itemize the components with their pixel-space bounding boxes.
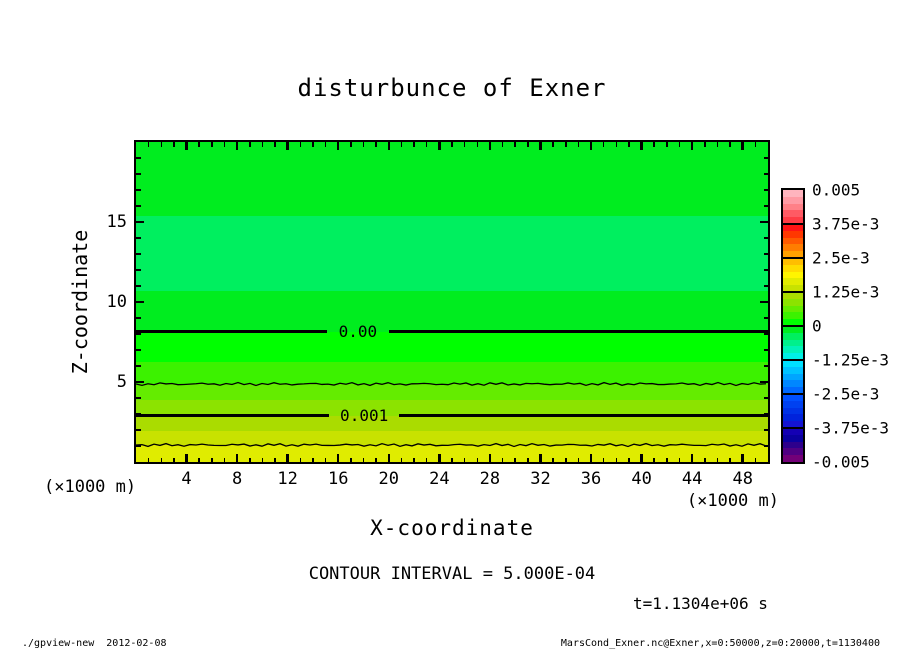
z-axis-tick	[764, 173, 769, 175]
x-axis-tick	[325, 458, 327, 463]
x-axis-tick	[211, 142, 213, 147]
x-axis-tick	[616, 142, 618, 147]
z-axis-tick	[764, 285, 769, 287]
x-axis-tick	[489, 454, 492, 462]
colorbar-step	[783, 455, 803, 462]
y-tick-label: 15	[106, 212, 127, 232]
x-axis-tick	[717, 458, 719, 463]
x-axis-tick	[249, 142, 251, 147]
x-tick-label: 16	[327, 469, 349, 489]
x-axis-tick	[426, 142, 428, 147]
x-axis-tick	[148, 458, 150, 463]
contour-label: 0.00	[338, 321, 378, 341]
colorbar-step	[783, 299, 803, 306]
x-axis-tick	[224, 458, 226, 463]
x-axis-tick	[185, 454, 188, 462]
x-axis-tick	[628, 142, 630, 147]
x-axis-tick	[198, 458, 200, 463]
x-axis-tick	[413, 142, 415, 147]
colorbar-step	[783, 435, 803, 442]
x-axis-unit-label: (×1000 m)	[686, 491, 779, 511]
colorbar-step	[783, 374, 803, 381]
z-axis-tick	[764, 253, 769, 255]
x-axis-tick	[741, 142, 744, 150]
x-axis-tick	[337, 142, 340, 150]
colorbar-segment	[783, 326, 803, 360]
z-axis-tick	[136, 237, 141, 239]
x-axis-tick	[628, 458, 630, 463]
colorbar-step	[783, 224, 803, 231]
z-axis-tick	[136, 333, 141, 335]
colorbar-step	[783, 346, 803, 353]
fill-band	[136, 291, 768, 332]
colorbar-step	[783, 340, 803, 347]
y-tick-label: 10	[106, 292, 127, 312]
colorbar-step	[783, 442, 803, 449]
x-axis-tick	[224, 142, 226, 147]
colorbar-segment	[783, 292, 803, 326]
x-axis-tick	[603, 458, 605, 463]
x-axis-tick	[741, 454, 744, 462]
x-axis-label: X-coordinate	[370, 516, 534, 540]
colorbar-divider	[783, 359, 803, 361]
x-axis-tick	[350, 142, 352, 147]
colorbar-step	[783, 414, 803, 421]
contour-line	[399, 414, 768, 417]
colorbar-step	[783, 278, 803, 285]
x-axis-tick	[249, 458, 251, 463]
x-axis-tick	[578, 142, 580, 147]
x-axis-tick	[653, 142, 655, 147]
z-axis-tick	[764, 349, 769, 351]
z-axis-tick	[136, 285, 141, 287]
colorbar-step	[783, 204, 803, 211]
x-axis-tick	[451, 458, 453, 463]
fill-band	[136, 332, 768, 362]
x-axis-tick	[552, 142, 554, 147]
plot-frame	[134, 140, 770, 464]
x-axis-tick	[337, 454, 340, 462]
colorbar-tick-label: 1.25e-3	[812, 282, 880, 302]
x-axis-tick	[527, 142, 529, 147]
colorbar-step	[783, 448, 803, 455]
x-tick-label: 12	[277, 469, 298, 489]
x-axis-tick	[388, 454, 391, 462]
z-axis-tick	[136, 157, 141, 159]
x-axis-tick	[363, 142, 365, 147]
y-axis-label: Z-coordinate	[68, 229, 92, 375]
z-axis-tick	[136, 349, 141, 351]
x-axis-tick	[578, 458, 580, 463]
x-axis-tick	[451, 142, 453, 147]
x-axis-tick	[236, 142, 239, 150]
z-axis-tick	[136, 413, 141, 415]
colorbar-step	[783, 312, 803, 319]
colorbar-divider	[783, 427, 803, 429]
x-tick-label: 40	[631, 469, 652, 489]
colorbar-divider	[783, 257, 803, 259]
x-axis-tick	[438, 454, 441, 462]
x-axis-tick	[527, 458, 529, 463]
colorbar-tick-label: -3.75e-3	[812, 418, 890, 438]
z-axis-tick	[764, 157, 769, 159]
x-axis-tick	[590, 142, 593, 150]
fill-band	[136, 216, 768, 290]
z-axis-tick	[136, 317, 141, 319]
colorbar-step	[783, 258, 803, 265]
contour-line	[136, 414, 329, 417]
z-axis-tick	[764, 205, 769, 207]
x-axis-tick	[666, 142, 668, 147]
colorbar-segment	[783, 360, 803, 394]
colorbar-segment	[783, 394, 803, 428]
x-tick-label: 36	[580, 469, 602, 489]
x-axis-tick	[438, 142, 441, 150]
colorbar-tick-label: -1.25e-3	[812, 350, 890, 370]
z-axis-tick	[764, 237, 769, 239]
z-axis-tick	[136, 445, 141, 447]
z-axis-tick	[764, 317, 769, 319]
x-axis-tick	[185, 142, 188, 150]
z-axis-tick	[136, 301, 144, 304]
x-axis-tick	[426, 458, 428, 463]
x-axis-tick	[262, 458, 264, 463]
z-axis-tick	[136, 253, 141, 255]
colorbar-segment	[783, 224, 803, 258]
x-axis-tick	[148, 142, 150, 147]
x-axis-tick	[211, 458, 213, 463]
x-axis-tick	[590, 454, 593, 462]
x-axis-tick	[755, 458, 757, 463]
colorbar-step	[783, 272, 803, 279]
z-axis-tick	[760, 301, 768, 304]
y-axis-unit-label: (×1000 m)	[44, 477, 137, 497]
x-axis-tick	[312, 458, 314, 463]
x-axis-tick	[401, 142, 403, 147]
z-axis-tick	[764, 397, 769, 399]
z-axis-tick	[764, 413, 769, 415]
colorbar-tick-label: 3.75e-3	[812, 214, 880, 234]
x-axis-tick	[640, 142, 643, 150]
x-axis-tick	[653, 458, 655, 463]
contour-interval-note: CONTOUR INTERVAL = 5.000E-04	[308, 564, 596, 584]
contour-line-thin	[136, 442, 768, 448]
x-axis-tick	[262, 142, 264, 147]
x-axis-tick	[679, 142, 681, 147]
x-axis-tick	[704, 458, 706, 463]
x-axis-tick	[640, 454, 643, 462]
x-axis-tick	[236, 454, 239, 462]
x-axis-tick	[679, 458, 681, 463]
time-annotation: t=1.1304e+06 s	[633, 594, 768, 613]
x-axis-tick	[477, 458, 479, 463]
z-axis-tick	[764, 189, 769, 191]
colorbar-tick-label: -2.5e-3	[812, 384, 880, 404]
colorbar-step	[783, 210, 803, 217]
z-axis-tick	[764, 365, 769, 367]
x-tick-label: 4	[181, 469, 192, 489]
x-axis-tick	[173, 458, 175, 463]
colorbar-step	[783, 306, 803, 313]
colorbar-divider	[783, 393, 803, 395]
x-axis-tick	[691, 454, 694, 462]
colorbar-gradient	[783, 190, 803, 462]
x-tick-label: 32	[530, 469, 551, 489]
z-axis-tick	[136, 205, 141, 207]
x-axis-tick	[388, 142, 391, 150]
z-axis-tick	[136, 269, 141, 271]
colorbar-step	[783, 408, 803, 415]
x-axis-tick	[401, 458, 403, 463]
z-axis-tick	[136, 221, 144, 224]
colorbar-step	[783, 326, 803, 333]
z-axis-tick	[764, 333, 769, 335]
contour-line-thin	[136, 381, 768, 387]
x-axis-tick	[565, 458, 567, 463]
colorbar-step	[783, 190, 803, 197]
colorbar-step	[783, 380, 803, 387]
x-axis-tick	[539, 454, 542, 462]
x-axis-tick	[286, 142, 289, 150]
z-axis-tick	[136, 189, 141, 191]
x-axis-tick	[666, 458, 668, 463]
x-axis-tick	[375, 458, 377, 463]
colorbar-step	[783, 367, 803, 374]
colorbar-tick-label: -0.005	[812, 452, 870, 472]
z-axis-tick	[136, 429, 141, 431]
colorbar-tick-label: 0	[812, 316, 822, 336]
x-tick-label: 8	[231, 469, 243, 489]
colorbar-step	[783, 292, 803, 299]
x-axis-tick	[274, 458, 276, 463]
x-axis-tick	[464, 458, 466, 463]
x-tick-label: 48	[732, 469, 753, 489]
colorbar-divider	[783, 223, 803, 225]
colorbar	[781, 188, 805, 464]
contour-label: 0.001	[340, 405, 389, 425]
x-tick-label: 24	[429, 469, 450, 489]
colorbar-segment	[783, 428, 803, 462]
x-axis-tick	[691, 142, 694, 150]
x-axis-tick	[274, 142, 276, 147]
x-axis-tick	[489, 142, 492, 150]
x-axis-tick	[616, 458, 618, 463]
footer-source: MarsCond_Exner.nc@Exner,x=0:50000,z=0:20000,t=1130400	[560, 638, 880, 649]
colorbar-tick-label: 2.5e-3	[812, 248, 870, 268]
plot-area	[136, 142, 768, 462]
x-axis-tick	[161, 458, 163, 463]
fill-band	[136, 416, 768, 431]
z-axis-tick	[136, 381, 144, 384]
colorbar-divider	[783, 291, 803, 293]
contour-line	[389, 330, 768, 333]
colorbar-step	[783, 394, 803, 401]
x-tick-label: 28	[479, 469, 501, 489]
x-axis-tick	[539, 142, 542, 150]
z-axis-tick	[764, 429, 769, 431]
y-tick-label: 5	[116, 372, 127, 392]
colorbar-step	[783, 238, 803, 245]
colorbar-segment	[783, 258, 803, 292]
colorbar-step	[783, 197, 803, 204]
colorbar-step	[783, 333, 803, 340]
z-axis-tick	[136, 173, 141, 175]
colorbar-step	[783, 360, 803, 367]
x-axis-tick	[717, 142, 719, 147]
footer-command: ./gpview-new 2012-02-08	[22, 638, 167, 649]
z-axis-tick	[764, 269, 769, 271]
x-axis-tick	[173, 142, 175, 147]
chart-title: disturbunce of Exner	[297, 74, 607, 102]
x-axis-tick	[477, 142, 479, 147]
contour-line	[136, 330, 327, 333]
colorbar-divider	[783, 325, 803, 327]
x-axis-tick	[603, 142, 605, 147]
x-axis-tick	[729, 458, 731, 463]
x-axis-tick	[312, 142, 314, 147]
colorbar-tick-label: 0.005	[812, 180, 861, 200]
x-axis-tick	[514, 142, 516, 147]
x-axis-tick	[552, 458, 554, 463]
x-axis-tick	[350, 458, 352, 463]
fill-band	[136, 142, 768, 216]
x-axis-tick	[502, 142, 504, 147]
x-axis-tick	[300, 142, 302, 147]
z-axis-tick	[136, 397, 141, 399]
x-axis-tick	[464, 142, 466, 147]
colorbar-step	[783, 244, 803, 251]
x-axis-tick	[198, 142, 200, 147]
x-axis-tick	[286, 454, 289, 462]
x-axis-tick	[514, 458, 516, 463]
x-axis-tick	[729, 142, 731, 147]
z-axis-tick	[136, 365, 141, 367]
x-axis-tick	[565, 142, 567, 147]
x-axis-tick	[161, 142, 163, 147]
x-axis-tick	[363, 458, 365, 463]
x-axis-tick	[325, 142, 327, 147]
x-axis-tick	[704, 142, 706, 147]
z-axis-tick	[764, 445, 769, 447]
colorbar-step	[783, 231, 803, 238]
x-axis-tick	[375, 142, 377, 147]
x-tick-label: 20	[378, 469, 400, 489]
x-axis-tick	[413, 458, 415, 463]
x-axis-tick	[300, 458, 302, 463]
z-axis-tick	[760, 221, 768, 224]
x-axis-tick	[755, 142, 757, 147]
colorbar-segment	[783, 190, 803, 224]
colorbar-step	[783, 401, 803, 408]
x-axis-tick	[502, 458, 504, 463]
x-tick-label: 44	[681, 469, 703, 489]
colorbar-step	[783, 428, 803, 435]
colorbar-step	[783, 265, 803, 272]
z-axis-tick	[760, 381, 768, 384]
